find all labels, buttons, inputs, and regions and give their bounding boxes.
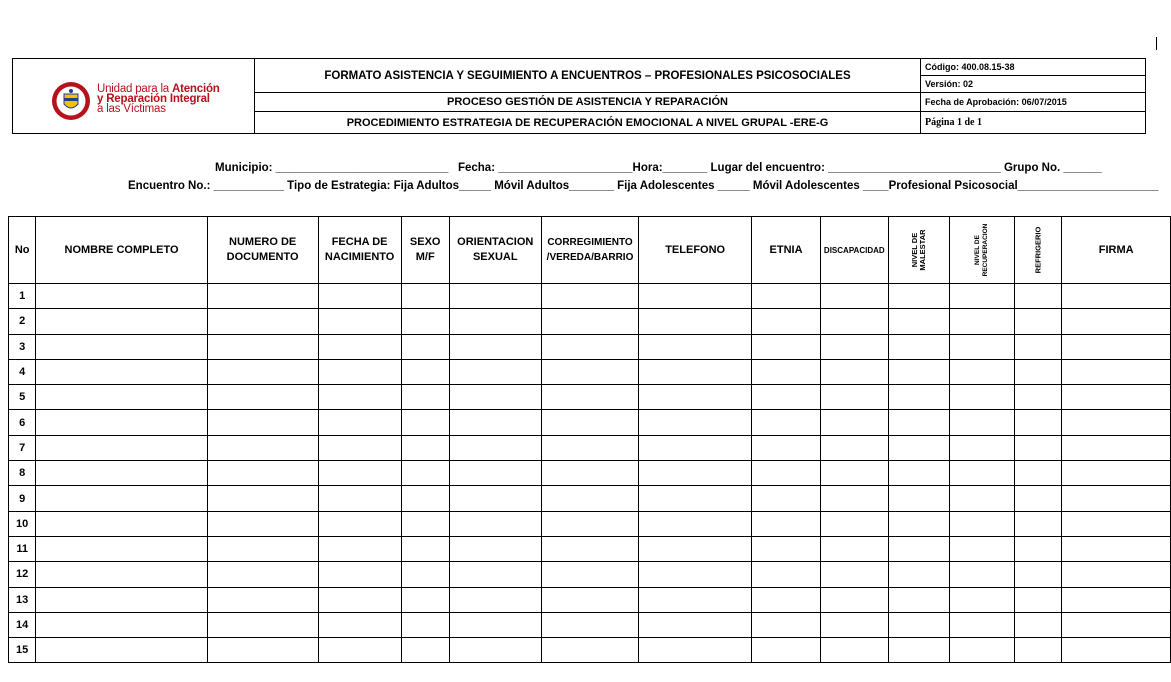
table-cell-input[interactable] xyxy=(207,309,318,334)
table-cell-input[interactable] xyxy=(820,511,888,536)
table-cell-input[interactable] xyxy=(752,612,821,637)
table-cell-input[interactable] xyxy=(639,638,752,663)
table-cell-input[interactable] xyxy=(541,410,638,435)
col-fecha-nacimiento: FECHA DE NACIMIENTO xyxy=(318,217,401,284)
coat-of-arms-seal-icon xyxy=(51,81,91,121)
table-cell-input[interactable] xyxy=(401,536,449,561)
table-cell-input[interactable] xyxy=(1014,309,1062,334)
table-cell-input[interactable] xyxy=(752,309,821,334)
table-row xyxy=(9,638,1171,663)
table-cell-input[interactable] xyxy=(541,309,638,334)
row-number: 1 xyxy=(9,284,36,309)
table-cell-input[interactable] xyxy=(449,562,541,587)
table-cell-input[interactable] xyxy=(888,385,949,410)
process-name: PROCESO GESTIÓN DE ASISTENCIA Y REPARACIÓN xyxy=(255,93,920,112)
table-cell-input[interactable] xyxy=(949,562,1014,587)
table-cell-input[interactable] xyxy=(318,309,401,334)
table-cell-input[interactable] xyxy=(207,511,318,536)
col-telefono: TELEFONO xyxy=(639,217,752,284)
document-header xyxy=(12,58,1146,134)
table-cell-input[interactable] xyxy=(541,359,638,384)
table-cell-input[interactable] xyxy=(401,562,449,587)
table-cell-input[interactable] xyxy=(752,461,821,486)
table-cell-input[interactable] xyxy=(401,359,449,384)
table-cell-input[interactable] xyxy=(888,587,949,612)
table-cell-input[interactable] xyxy=(541,587,638,612)
col-nivel-recuperacion xyxy=(949,217,1014,284)
table-cell-input[interactable] xyxy=(752,435,821,460)
table-row xyxy=(9,385,1171,410)
table-cell-input[interactable] xyxy=(207,410,318,435)
table-cell-input[interactable] xyxy=(541,284,638,309)
page-number: Página 1 de 1 xyxy=(920,112,1146,133)
table-cell-input[interactable] xyxy=(949,461,1014,486)
table-cell-input[interactable] xyxy=(36,435,207,460)
col-nivel-recuperacion-label: NIVEL DE RECUPERACION xyxy=(973,223,989,277)
table-cell-input[interactable] xyxy=(639,410,752,435)
table-cell-input[interactable] xyxy=(639,309,752,334)
table-cell-input[interactable] xyxy=(36,410,207,435)
table-cell-input[interactable] xyxy=(449,435,541,460)
table-cell-input[interactable] xyxy=(639,461,752,486)
table-cell-input[interactable] xyxy=(1062,587,1171,612)
table-cell-input[interactable] xyxy=(888,334,949,359)
table-cell-input[interactable] xyxy=(1014,612,1062,637)
table-cell-input[interactable] xyxy=(639,284,752,309)
table-cell-input[interactable] xyxy=(207,461,318,486)
table-cell-input[interactable] xyxy=(401,309,449,334)
table-cell-input[interactable] xyxy=(318,435,401,460)
table-cell-input[interactable] xyxy=(207,486,318,511)
table-cell-input[interactable] xyxy=(1062,562,1171,587)
table-cell-input[interactable] xyxy=(36,486,207,511)
table-cell-input[interactable] xyxy=(318,612,401,637)
table-cell-input[interactable] xyxy=(449,511,541,536)
table-cell-input[interactable] xyxy=(401,511,449,536)
table-cell-input[interactable] xyxy=(888,511,949,536)
logo-wordmark xyxy=(97,84,220,114)
table-cell-input[interactable] xyxy=(318,638,401,663)
table-cell-input[interactable] xyxy=(207,359,318,384)
table-row xyxy=(9,435,1171,460)
table-cell-input[interactable] xyxy=(888,612,949,637)
row-number: 15 xyxy=(9,638,36,663)
table-cell-input[interactable] xyxy=(639,334,752,359)
table-cell-input[interactable] xyxy=(36,587,207,612)
table-cell-input[interactable] xyxy=(752,511,821,536)
table-cell-input[interactable] xyxy=(888,638,949,663)
logo-cell xyxy=(13,59,255,133)
table-cell-input[interactable] xyxy=(449,385,541,410)
table-cell-input[interactable] xyxy=(949,284,1014,309)
table-cell-input[interactable] xyxy=(1062,486,1171,511)
table-cell-input[interactable] xyxy=(820,284,888,309)
table-cell-input[interactable] xyxy=(318,334,401,359)
table-row xyxy=(9,536,1171,561)
table-cell-input[interactable] xyxy=(888,461,949,486)
table-cell-input[interactable] xyxy=(639,359,752,384)
table-cell-input[interactable] xyxy=(1014,562,1062,587)
table-cell-input[interactable] xyxy=(318,385,401,410)
table-cell-input[interactable] xyxy=(820,536,888,561)
col-nombre-completo: NOMBRE COMPLETO xyxy=(36,217,207,284)
table-cell-input[interactable] xyxy=(752,334,821,359)
table-cell-input[interactable] xyxy=(207,334,318,359)
table-row xyxy=(9,612,1171,637)
col-nivel-malestar-label: NIVEL DE MALESTAR xyxy=(909,229,927,271)
col-etnia: ETNIA xyxy=(752,217,821,284)
table-cell-input[interactable] xyxy=(36,359,207,384)
table-cell-input[interactable] xyxy=(888,486,949,511)
table-cell-input[interactable] xyxy=(318,536,401,561)
row-number: 14 xyxy=(9,612,36,637)
table-cell-input[interactable] xyxy=(820,587,888,612)
table-cell-input[interactable] xyxy=(949,511,1014,536)
table-cell-input[interactable] xyxy=(401,638,449,663)
table-cell-input[interactable] xyxy=(949,638,1014,663)
table-cell-input[interactable] xyxy=(888,410,949,435)
table-cell-input[interactable] xyxy=(318,410,401,435)
fields-line-municipio[interactable]: Municipio: ___________________________ Fecha: _____________________Hora:_______ Lugar del encuentro: ___________________________ Grupo No. ______ xyxy=(215,162,1102,174)
table-cell-input[interactable] xyxy=(1014,486,1062,511)
table-cell-input[interactable] xyxy=(36,284,207,309)
table-cell-input[interactable] xyxy=(1014,359,1062,384)
table-cell-input[interactable] xyxy=(820,309,888,334)
table-cell-input[interactable] xyxy=(1014,284,1062,309)
table-cell-input[interactable] xyxy=(949,334,1014,359)
table-cell-input[interactable] xyxy=(888,309,949,334)
table-cell-input[interactable] xyxy=(752,562,821,587)
table-cell-input[interactable] xyxy=(949,359,1014,384)
table-cell-input[interactable] xyxy=(401,587,449,612)
table-cell-input[interactable] xyxy=(1014,638,1062,663)
table-cell-input[interactable] xyxy=(949,410,1014,435)
text-cursor xyxy=(1156,37,1157,50)
row-number: 4 xyxy=(9,359,36,384)
form-title: FORMATO ASISTENCIA Y SEGUIMIENTO A ENCUENTROS – PROFESIONALES PSICOSOCIALES xyxy=(255,59,920,93)
table-cell-input[interactable] xyxy=(318,511,401,536)
table-row xyxy=(9,562,1171,587)
table-cell-input[interactable] xyxy=(318,587,401,612)
col-refrigerio xyxy=(1014,217,1062,284)
table-cell-input[interactable] xyxy=(820,562,888,587)
table-cell-input[interactable] xyxy=(541,461,638,486)
table-cell-input[interactable] xyxy=(449,309,541,334)
table-cell-input[interactable] xyxy=(401,612,449,637)
table-cell-input[interactable] xyxy=(752,385,821,410)
table-cell-input[interactable] xyxy=(888,536,949,561)
attendance-rows xyxy=(9,284,1171,663)
table-cell-input[interactable] xyxy=(639,587,752,612)
table-cell-input[interactable] xyxy=(639,435,752,460)
table-cell-input[interactable] xyxy=(888,435,949,460)
table-cell-input[interactable] xyxy=(639,562,752,587)
table-cell-input[interactable] xyxy=(820,461,888,486)
table-cell-input[interactable] xyxy=(449,359,541,384)
table-cell-input[interactable] xyxy=(639,486,752,511)
row-number: 13 xyxy=(9,587,36,612)
row-number: 12 xyxy=(9,562,36,587)
table-cell-input[interactable] xyxy=(541,536,638,561)
table-cell-input[interactable] xyxy=(639,511,752,536)
table-cell-input[interactable] xyxy=(888,359,949,384)
table-cell-input[interactable] xyxy=(36,612,207,637)
row-number: 2 xyxy=(9,309,36,334)
table-cell-input[interactable] xyxy=(36,309,207,334)
table-row xyxy=(9,486,1171,511)
table-cell-input[interactable] xyxy=(949,385,1014,410)
table-row xyxy=(9,410,1171,435)
document-code: Código: 400.08.15-38 xyxy=(920,59,1146,76)
table-cell-input[interactable] xyxy=(541,486,638,511)
table-cell-input[interactable] xyxy=(541,511,638,536)
table-row xyxy=(9,284,1171,309)
table-cell-input[interactable] xyxy=(541,334,638,359)
table-cell-input[interactable] xyxy=(1062,612,1171,637)
table-cell-input[interactable] xyxy=(752,638,821,663)
table-cell-input[interactable] xyxy=(1014,461,1062,486)
table-cell-input[interactable] xyxy=(1062,334,1171,359)
table-cell-input[interactable] xyxy=(449,612,541,637)
table-cell-input[interactable] xyxy=(36,461,207,486)
table-cell-input[interactable] xyxy=(820,486,888,511)
table-cell-input[interactable] xyxy=(1014,587,1062,612)
table-cell-input[interactable] xyxy=(1014,334,1062,359)
table-cell-input[interactable] xyxy=(1014,410,1062,435)
table-cell-input[interactable] xyxy=(36,385,207,410)
table-cell-input[interactable] xyxy=(207,435,318,460)
table-cell-input[interactable] xyxy=(449,536,541,561)
table-cell-input[interactable] xyxy=(318,284,401,309)
table-cell-input[interactable] xyxy=(820,385,888,410)
row-number: 3 xyxy=(9,334,36,359)
table-cell-input[interactable] xyxy=(1014,511,1062,536)
table-cell-input[interactable] xyxy=(449,486,541,511)
table-cell-input[interactable] xyxy=(949,587,1014,612)
table-cell-input[interactable] xyxy=(1062,309,1171,334)
table-cell-input[interactable] xyxy=(752,536,821,561)
col-nivel-malestar xyxy=(888,217,949,284)
table-cell-input[interactable] xyxy=(36,511,207,536)
table-cell-input[interactable] xyxy=(752,410,821,435)
table-cell-input[interactable] xyxy=(401,334,449,359)
table-cell-input[interactable] xyxy=(401,461,449,486)
fields-line-encuentro[interactable]: Encuentro No.: ___________ Tipo de Estrategia: Fija Adultos_____ Móvil Adultos_______ Fija Adolescentes _____ Móvil Adolescentes ____Profesional Psicosocial______________________ xyxy=(128,180,1159,192)
table-cell-input[interactable] xyxy=(449,334,541,359)
table-cell-input[interactable] xyxy=(820,638,888,663)
row-number: 9 xyxy=(9,486,36,511)
table-cell-input[interactable] xyxy=(949,309,1014,334)
table-cell-input[interactable] xyxy=(820,334,888,359)
table-cell-input[interactable] xyxy=(1062,461,1171,486)
row-number: 8 xyxy=(9,461,36,486)
table-cell-input[interactable] xyxy=(1014,385,1062,410)
table-cell-input[interactable] xyxy=(1014,435,1062,460)
table-cell-input[interactable] xyxy=(752,587,821,612)
table-cell-input[interactable] xyxy=(401,385,449,410)
col-firma: FIRMA xyxy=(1062,217,1171,284)
table-cell-input[interactable] xyxy=(1062,385,1171,410)
table-cell-input[interactable] xyxy=(207,536,318,561)
col-numero-documento: NUMERO DE DOCUMENTO xyxy=(207,217,318,284)
table-row xyxy=(9,587,1171,612)
table-cell-input[interactable] xyxy=(401,284,449,309)
table-cell-input[interactable] xyxy=(207,385,318,410)
table-cell-input[interactable] xyxy=(36,334,207,359)
col-discapacidad: DISCAPACIDAD xyxy=(820,217,888,284)
table-row xyxy=(9,461,1171,486)
col-orientacion-sexual: ORIENTACION SEXUAL xyxy=(449,217,541,284)
table-cell-input[interactable] xyxy=(541,562,638,587)
table-cell-input[interactable] xyxy=(449,284,541,309)
table-cell-input[interactable] xyxy=(207,587,318,612)
attendance-table xyxy=(8,216,1171,663)
logo-line-3: a las Víctimas xyxy=(97,103,166,115)
table-cell-input[interactable] xyxy=(639,536,752,561)
table-cell-input[interactable] xyxy=(639,612,752,637)
col-refrigerio-label: REFRIGERIO xyxy=(1032,226,1042,274)
table-cell-input[interactable] xyxy=(207,562,318,587)
table-cell-input[interactable] xyxy=(752,284,821,309)
table-cell-input[interactable] xyxy=(541,638,638,663)
document-version: Versión: 02 xyxy=(920,76,1146,93)
table-cell-input[interactable] xyxy=(318,359,401,384)
table-cell-input[interactable] xyxy=(36,562,207,587)
table-cell-input[interactable] xyxy=(318,486,401,511)
table-cell-input[interactable] xyxy=(207,284,318,309)
approval-date: Fecha de Aprobación: 06/07/2015 xyxy=(920,93,1146,112)
table-cell-input[interactable] xyxy=(207,612,318,637)
table-cell-input[interactable] xyxy=(449,410,541,435)
table-row xyxy=(9,309,1171,334)
table-cell-input[interactable] xyxy=(318,461,401,486)
table-cell-input[interactable] xyxy=(1062,435,1171,460)
table-cell-input[interactable] xyxy=(820,435,888,460)
table-cell-input[interactable] xyxy=(1062,284,1171,309)
table-cell-input[interactable] xyxy=(888,284,949,309)
table-cell-input[interactable] xyxy=(820,359,888,384)
table-cell-input[interactable] xyxy=(1014,536,1062,561)
table-cell-input[interactable] xyxy=(1062,359,1171,384)
row-number: 11 xyxy=(9,536,36,561)
col-no: No xyxy=(9,217,36,284)
table-cell-input[interactable] xyxy=(639,385,752,410)
table-cell-input[interactable] xyxy=(36,638,207,663)
table-cell-input[interactable] xyxy=(541,385,638,410)
table-cell-input[interactable] xyxy=(949,536,1014,561)
table-cell-input[interactable] xyxy=(820,410,888,435)
table-header-row xyxy=(9,217,1171,284)
table-cell-input[interactable] xyxy=(1062,410,1171,435)
row-number: 5 xyxy=(9,385,36,410)
col-corregimiento: CORREGIMIENTO /VEREDA/BARRIO xyxy=(541,217,638,284)
col-sexo: SEXO M/F xyxy=(401,217,449,284)
table-cell-input[interactable] xyxy=(36,536,207,561)
row-number: 10 xyxy=(9,511,36,536)
table-cell-input[interactable] xyxy=(207,638,318,663)
logo-line-1: Unidad para la Atención xyxy=(97,83,220,95)
logo-line-2: y Reparación Integral xyxy=(97,93,210,105)
table-cell-input[interactable] xyxy=(949,435,1014,460)
procedure-name: PROCEDIMIENTO ESTRATEGIA DE RECUPERACIÓN EMOCIONAL A NIVEL GRUPAL -ERE-G xyxy=(346,116,829,129)
table-row xyxy=(9,359,1171,384)
table-cell-input[interactable] xyxy=(1062,536,1171,561)
table-cell-input[interactable] xyxy=(949,486,1014,511)
table-cell-input[interactable] xyxy=(449,587,541,612)
table-cell-input[interactable] xyxy=(401,410,449,435)
table-cell-input[interactable] xyxy=(888,562,949,587)
row-number: 6 xyxy=(9,410,36,435)
table-cell-input[interactable] xyxy=(318,562,401,587)
table-cell-input[interactable] xyxy=(449,461,541,486)
table-cell-input[interactable] xyxy=(949,612,1014,637)
table-row xyxy=(9,334,1171,359)
row-number: 7 xyxy=(9,435,36,460)
table-row xyxy=(9,511,1171,536)
table-cell-input[interactable] xyxy=(752,486,821,511)
table-cell-input[interactable] xyxy=(541,612,638,637)
table-cell-input[interactable] xyxy=(541,435,638,460)
table-cell-input[interactable] xyxy=(1062,511,1171,536)
table-cell-input[interactable] xyxy=(820,612,888,637)
table-cell-input[interactable] xyxy=(401,486,449,511)
table-cell-input[interactable] xyxy=(1062,638,1171,663)
table-cell-input[interactable] xyxy=(449,638,541,663)
table-cell-input[interactable] xyxy=(401,435,449,460)
table-cell-input[interactable] xyxy=(752,359,821,384)
